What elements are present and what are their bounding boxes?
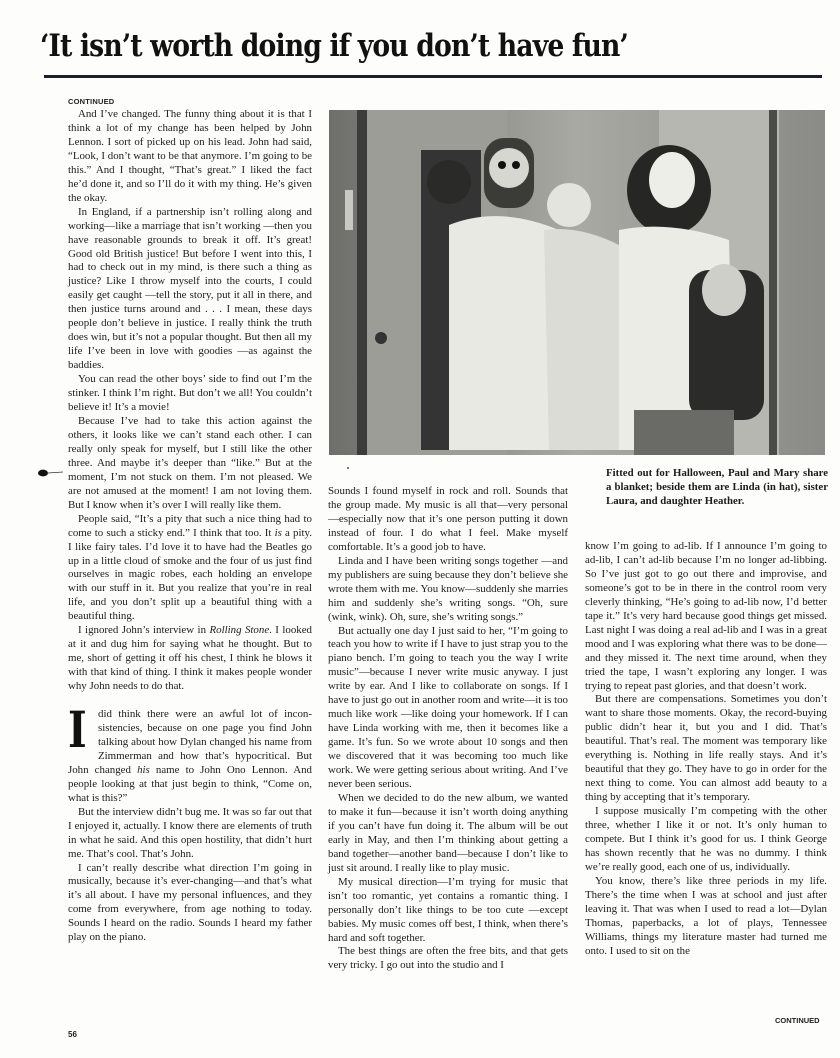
article-column-3	[585, 540, 827, 959]
paragraph: know I’m going to ad-lib. If I announce I’m going to ad-lib, I can’t ad-lib because I’m no longer ad-libbing. So I’ve just got to go out there and improvise, and someone’s got to be in there in the control room very cleverly thinking, “He’s going to ad-lib now, I’d better tape it.” It’s very hard because good things get missed. Last night I was doing a real ad-lib and I was in a great mood and I was exploring what there was to be done—and they missed it. The next time around, when they tried the tape, I wasn’t exploring any longer. I was trying to repeat past glories, and that doesn’t work.	[585, 540, 827, 692]
article-column-1	[68, 108, 312, 945]
ink-blot-mark	[36, 468, 64, 478]
paragraph: But actually one day I just said to her, “I’m going to teach you how to write if I have to just strap you to the piano bench. I’m going to teach you the way I write music”—because I never write music anyway. I just write by ear. And I like to collaborate on songs. If I have to just go out in another room and write—it is too much like work —like doing your homework. If I can have Linda working with me, then it becomes like a game. It’s fun. So we wrote about 10 songs and then we discovered that it was becoming too much like work. We were getting serious about writing. And I’ve never been serious.	[328, 624, 568, 791]
paragraph: Sounds I found myself in rock and roll. Sounds that the group made. My music is all that—very personal—especially now that it’s one person putting it down instead of four. I do what I feel. Make myself comfortable. It’s a good job to have.	[328, 485, 568, 553]
paragraph: I suppose musically I’m competing with the other three, whether I like it or not. It’s only human to compete. But I think it’s good for us. I think George has shown recently that he was no dummy. I think we’re really good, each one of us, individually.	[585, 805, 827, 873]
paragraph: I ignored John’s interview in Rolling Stone. I looked at it and dug him for saying what he thought. But to me, short of getting it off his chest, I think he blows it with that kind of thing. I think it makes people wonder why John needs to do that.	[68, 624, 312, 693]
paragraph: I can’t really describe what direction I’m going in musically, because it’s ever-changing—and that’s what it’s all about. I have my personal influences, and they come from everywhere, from age nothing to today. Sounds I heard on the radio. Sounds I heard my father play on the piano.	[68, 861, 312, 944]
section-gap	[68, 694, 312, 708]
photo-illustration	[329, 110, 825, 455]
article-column-2	[328, 485, 568, 973]
paragraph-with-drop-cap: I did think there were an awful lot of inconsistencies, because on one page you find John talking about how Dylan changed his name from Zimmerman and how that’s hypocritical. But John changed his name to John Ono Lennon. And people looking at that just begin to think, “Come on, what is this?”	[68, 700, 312, 804]
page-number: 56	[68, 1030, 77, 1039]
paragraph: But the interview didn’t bug me. It was so far out that I enjoyed it, actually. I know there are elements of truth in what he said. And this open hostility, that didn’t hurt me. That’s cool. That’s John.	[68, 805, 312, 860]
headline-rule	[44, 75, 822, 78]
paragraph: The best things are often the free bits, and that gets very tricky. I go out into the studio and I	[328, 945, 568, 972]
paragraph: Linda and I have been writing songs together —and my publishers are suing because they don’t believe she wrote them with me. You know—suddenly she marries him and suddenly she’s writing songs. “Oh, sure (wink, wink). Oh, sure, she’s writing songs.”	[328, 554, 568, 623]
paragraph: You can read the other boys’ side to find out I’m the stinker. I think I’m right. But don’t we all! You couldn’t believe it! It’s a movie!	[68, 373, 312, 414]
photo-caption: Fitted out for Halloween, Paul and Mary share a blanket; beside them are Linda (in hat), sister Laura, and daughter Heather.	[606, 467, 828, 508]
continued-label-top: CONTINUED	[68, 97, 115, 106]
paragraph: In England, if a partnership isn’t rolling along and working—like a marriage that isn’t working —then you have reasonable grounds to break it off. It’s great! Good old British justice! But before I went into this, I had to check out in my mind, is there such a thing as justice? Like I throw myself into the courts, I could easily get caught —tell the story, put it all in there, and then justice turns around and . . . I mean, these days people don’t believe in justice. I really think the truth does win, but it’s not a popular thought. But then all my life I’ve been in love with goodies —as against the baddies.	[68, 205, 312, 372]
paragraph: People said, “It’s a pity that such a nice thing had to come to such a sticky end.” I think that too. It is a pity. I like fairy tales. I’d love it to have had the Beatles go up in a little cloud of smoke and the four of us just find ourselves in magic robes, each holding an envelope with our stuff in it. But you realize that you’re in real life, and you don’t split up a beautiful thing with a beautiful thing.	[68, 512, 312, 623]
drop-cap: I	[68, 700, 87, 760]
paragraph: But there are compensations. Sometimes you don’t want to share those moments. Okay, the record-buying public didn’t hear it, but you and I did. That’s beautiful. That’s real. The moment was temporary like everything is. Nothing in life really stays. And it’s beautiful that they go. They have to go in order for the next thing to come. You can almost add beauty to a thing by accepting that it’s temporary.	[585, 693, 827, 804]
paragraph: Because I’ve had to take this action against the others, it looks like we can’t stand each other. I can really only speak for myself, but I still like the other three. And maybe it’s deeper than “like.” But at the moment, I’m not stuck on them. I’m not pleased. We are not amused at the moment! I am not loving them. But I know when it’s over I will really like them.	[68, 414, 312, 511]
headline: ‘It isn’t worth doing if you don’t have fun’	[40, 28, 628, 64]
paragraph: My musical direction—I’m trying for music that isn’t too romantic, yet contains a romantic thing. I personally don’t like things to be too cute —except babies. My music comes off best, I think, when there’s hard and soft together.	[328, 875, 568, 944]
print-speck	[347, 467, 349, 469]
paragraph: And I’ve changed. The funny thing about it is that I think a lot of my change has been helped by John Lennon. I sort of picked up on his lead. John had said, “Look, I don’t want to be that anymore. I’m going to be this.” And I thought, “That’s great.” I liked the fact he’d done it, and so I’ll do it with my thing. He’s given the okay.	[68, 108, 312, 204]
paragraph: You know, there’s like three periods in my life. There’s the time when I was at school and just after leaving it. That was when I used to read a lot—Dylan Thomas, paperbacks, a lot of plays, Tennessee Williams, things my literature master had turned me onto. I used to sit on the	[585, 874, 827, 957]
continued-label-bottom: CONTINUED	[775, 1016, 820, 1025]
paragraph: When we decided to do the new album, we wanted to make it fun—because it isn’t worth doing anything if you can’t have fun doing it. The album will be out early in May, and then I’m thinking about getting a band together—another band—because I don’t like to just sit around. I really like to play music.	[328, 791, 568, 874]
halloween-photo	[329, 110, 825, 455]
